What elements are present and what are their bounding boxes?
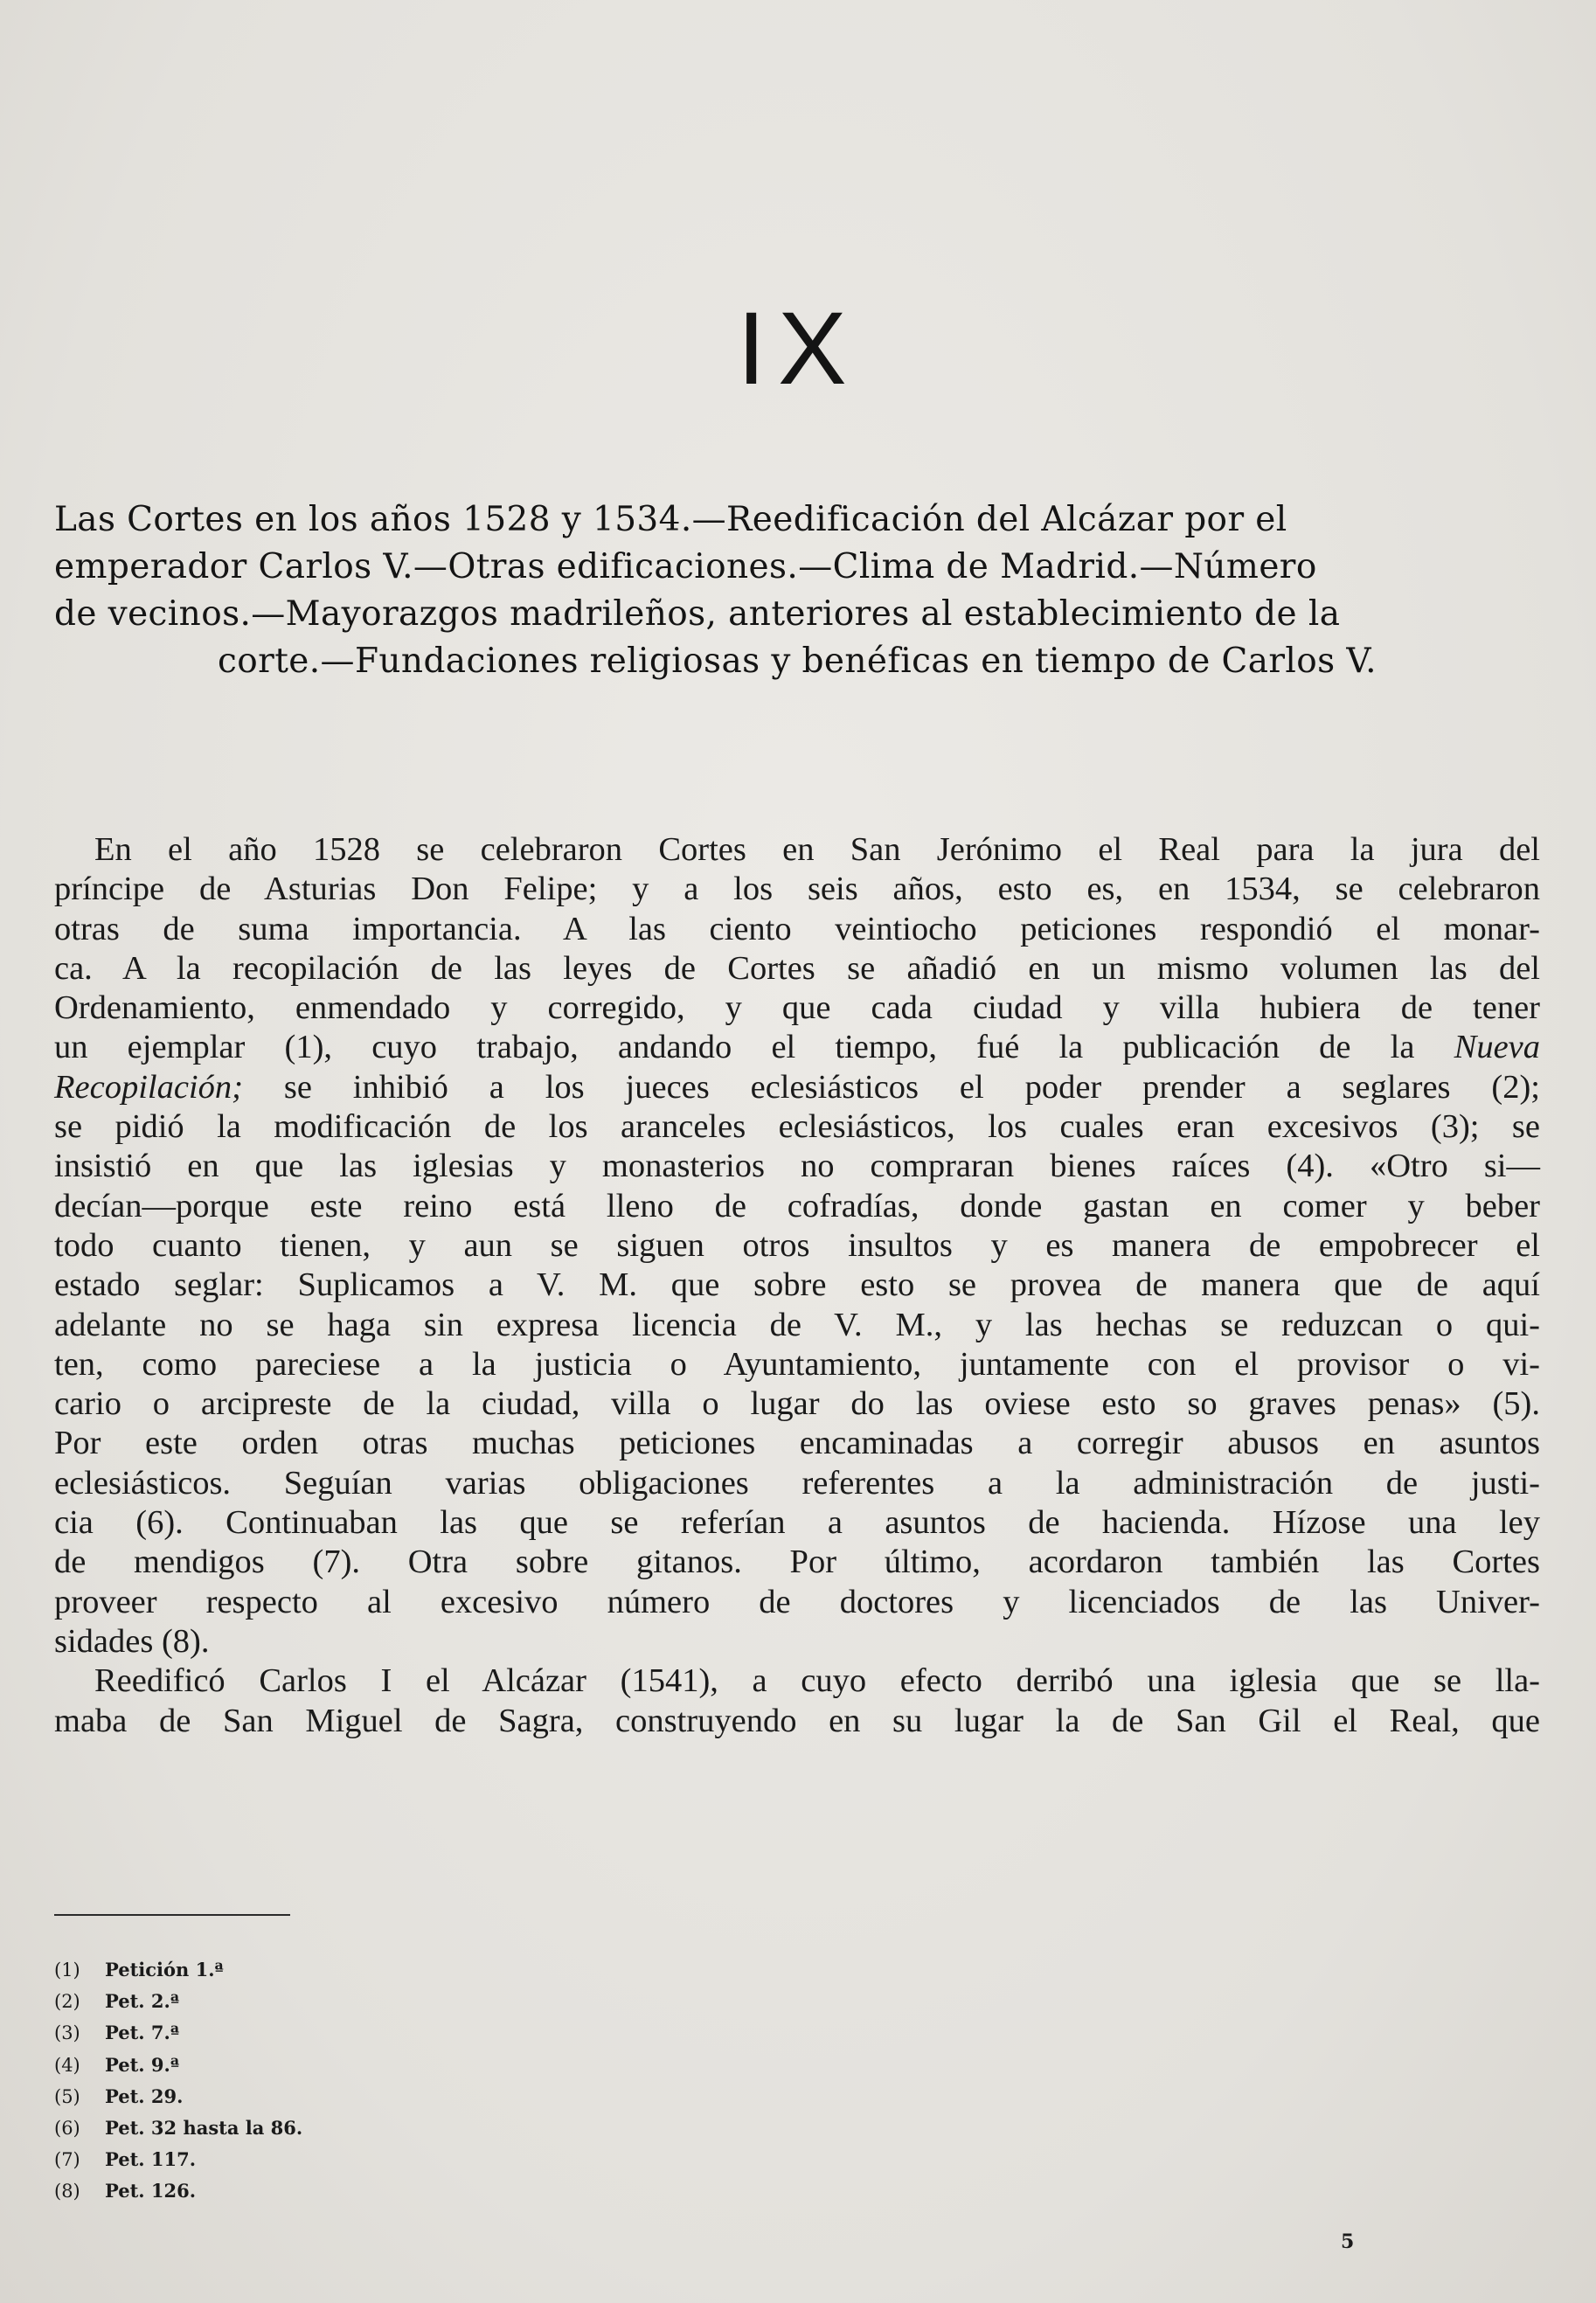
footnote [54,2112,302,2144]
text-line: proveer respecto al excesivo número de doctores y licenciados de las Univer- [54,1583,1540,1620]
text-line: de mendigos (7). Otra sobre gitanos. Por último, acordaron también las Cortes [54,1543,1540,1581]
text-line: maba de San Miguel de Sagra, construyendo en su lugar la de San Gil el Real, que [54,1702,1540,1739]
footnote [54,2050,302,2081]
footnote-rule [54,1914,290,1916]
summary-line: emperador Carlos V.—Otras edificaciones.—Clima de Madrid.—Número [54,547,1317,586]
text-line: cia (6). Continuaban las que se referían a asuntos de hacienda. Hízose una ley [54,1504,1540,1542]
text-line: decían—porque este reino está lleno de cofradías, donde gastan en comer y beber [54,1187,1540,1224]
summary-line: de vecinos.—Mayorazgos madrileños, anteriores al establecimiento de la [54,594,1341,634]
footnote-number: (1) [54,1960,80,1980]
text-line: otras de suma importancia. A las ciento veintiocho peticiones respondió el monar- [54,910,1540,947]
text-line: ten, como pareciese a la justicia o Ayuntamiento, juntamente con el provisor o vi- [54,1345,1540,1383]
text-line: todo cuanto tienen, y aun se siguen otros insultos y es manera de empobrecer el [54,1226,1540,1264]
footnote-text: Pet. 32 hasta la 86. [105,2117,303,2140]
text-line: cario o arcipreste de la ciudad, villa o lugar do las oviese esto so graves penas» (5). [54,1385,1540,1423]
page-number: 5 [1341,2230,1355,2253]
text-line [54,1068,1540,1107]
footnote-number: (2) [54,1991,80,2013]
text-line [54,1028,1540,1067]
text-line: Por este orden otras muchas peticiones encaminadas a corregir abusos en asuntos [54,1425,1540,1462]
footnote [54,2175,302,2207]
footnote [54,2017,302,2049]
text-line: estado seglar: Suplicamos a V. M. que sobre esto se provea de manera que de aquí [54,1266,1540,1304]
text-line: En el año 1528 se celebraron Cortes en San Jerónimo el Real para la jura del [94,831,1540,868]
text-line: adelante no se haga sin expresa licencia de V. M., y las hechas se reduzcan o qui- [54,1306,1540,1343]
footnotes [54,1954,302,2208]
body-text [54,830,1540,1741]
footnote-number: (7) [54,2149,80,2171]
footnote-text: Pet. 126. [105,2180,197,2202]
footnote-number: (6) [54,2118,80,2140]
summary-line: corte.—Fundaciones religiosas y benéficas en tiempo de Carlos V. [218,642,1377,681]
footnote [54,2144,302,2175]
footnote-text: Pet. 9.ª [105,2053,180,2076]
text-line: sidades (8). [54,1622,210,1660]
italic-title: Nueva [1454,1029,1541,1066]
text-fragment: se inhibió a los jueces eclesiásticos el poder prender a seglares (2); [283,1068,1541,1106]
footnote-number: (5) [54,2085,80,2107]
text-line: príncipe de Asturias Don Felipe; y a los seis años, esto es, en 1534, se celebraron [54,871,1540,908]
footnote [54,1954,302,1986]
text-fragment: un ejemplar (1), cuyo trabajo, andando el tiempo, fué la publicación de la [54,1029,1415,1066]
footnote-number: (4) [54,2054,80,2076]
footnote-text: Petición 1.ª [105,1959,224,1980]
text-line: ca. A la recopilación de las leyes de Cortes se añadió en un mismo volumen las del [54,949,1540,987]
footnote [54,1986,302,2017]
footnote-text: Pet. 2.ª [105,1990,180,2013]
footnote-number: (8) [54,2181,80,2202]
footnote [54,2081,302,2112]
text-line: Reedificó Carlos I el Alcázar (1541), a cuyo efecto derribó una iglesia que se lla- [94,1662,1540,1700]
footnote-text: Pet. 29. [105,2084,184,2107]
footnote-text: Pet. 7.ª [105,2022,180,2044]
footnote-number: (3) [54,2022,80,2044]
text-line: se pidió la modificación de los aranceles eclesiásticos, los cuales eran excesivos (3); se [54,1108,1540,1146]
summary-line: Las Cortes en los años 1528 y 1534.—Reedificación del Alcázar por el [54,500,1287,539]
footnote-text: Pet. 117. [105,2148,197,2171]
text-line: insistió en que las iglesias y monasterios no compraran bienes raíces (4). «Otro si— [54,1148,1540,1185]
text-line: eclesiásticos. Seguían varias obligaciones referentes a la administración de justi- [54,1464,1540,1502]
chapter-summary [54,496,1540,685]
text-line: Ordenamiento, enmendado y corregido, y que cada ciudad y villa hubiera de tener [54,989,1540,1027]
italic-title: Recopilación; [54,1068,243,1106]
chapter-numeral: IX [737,291,859,406]
